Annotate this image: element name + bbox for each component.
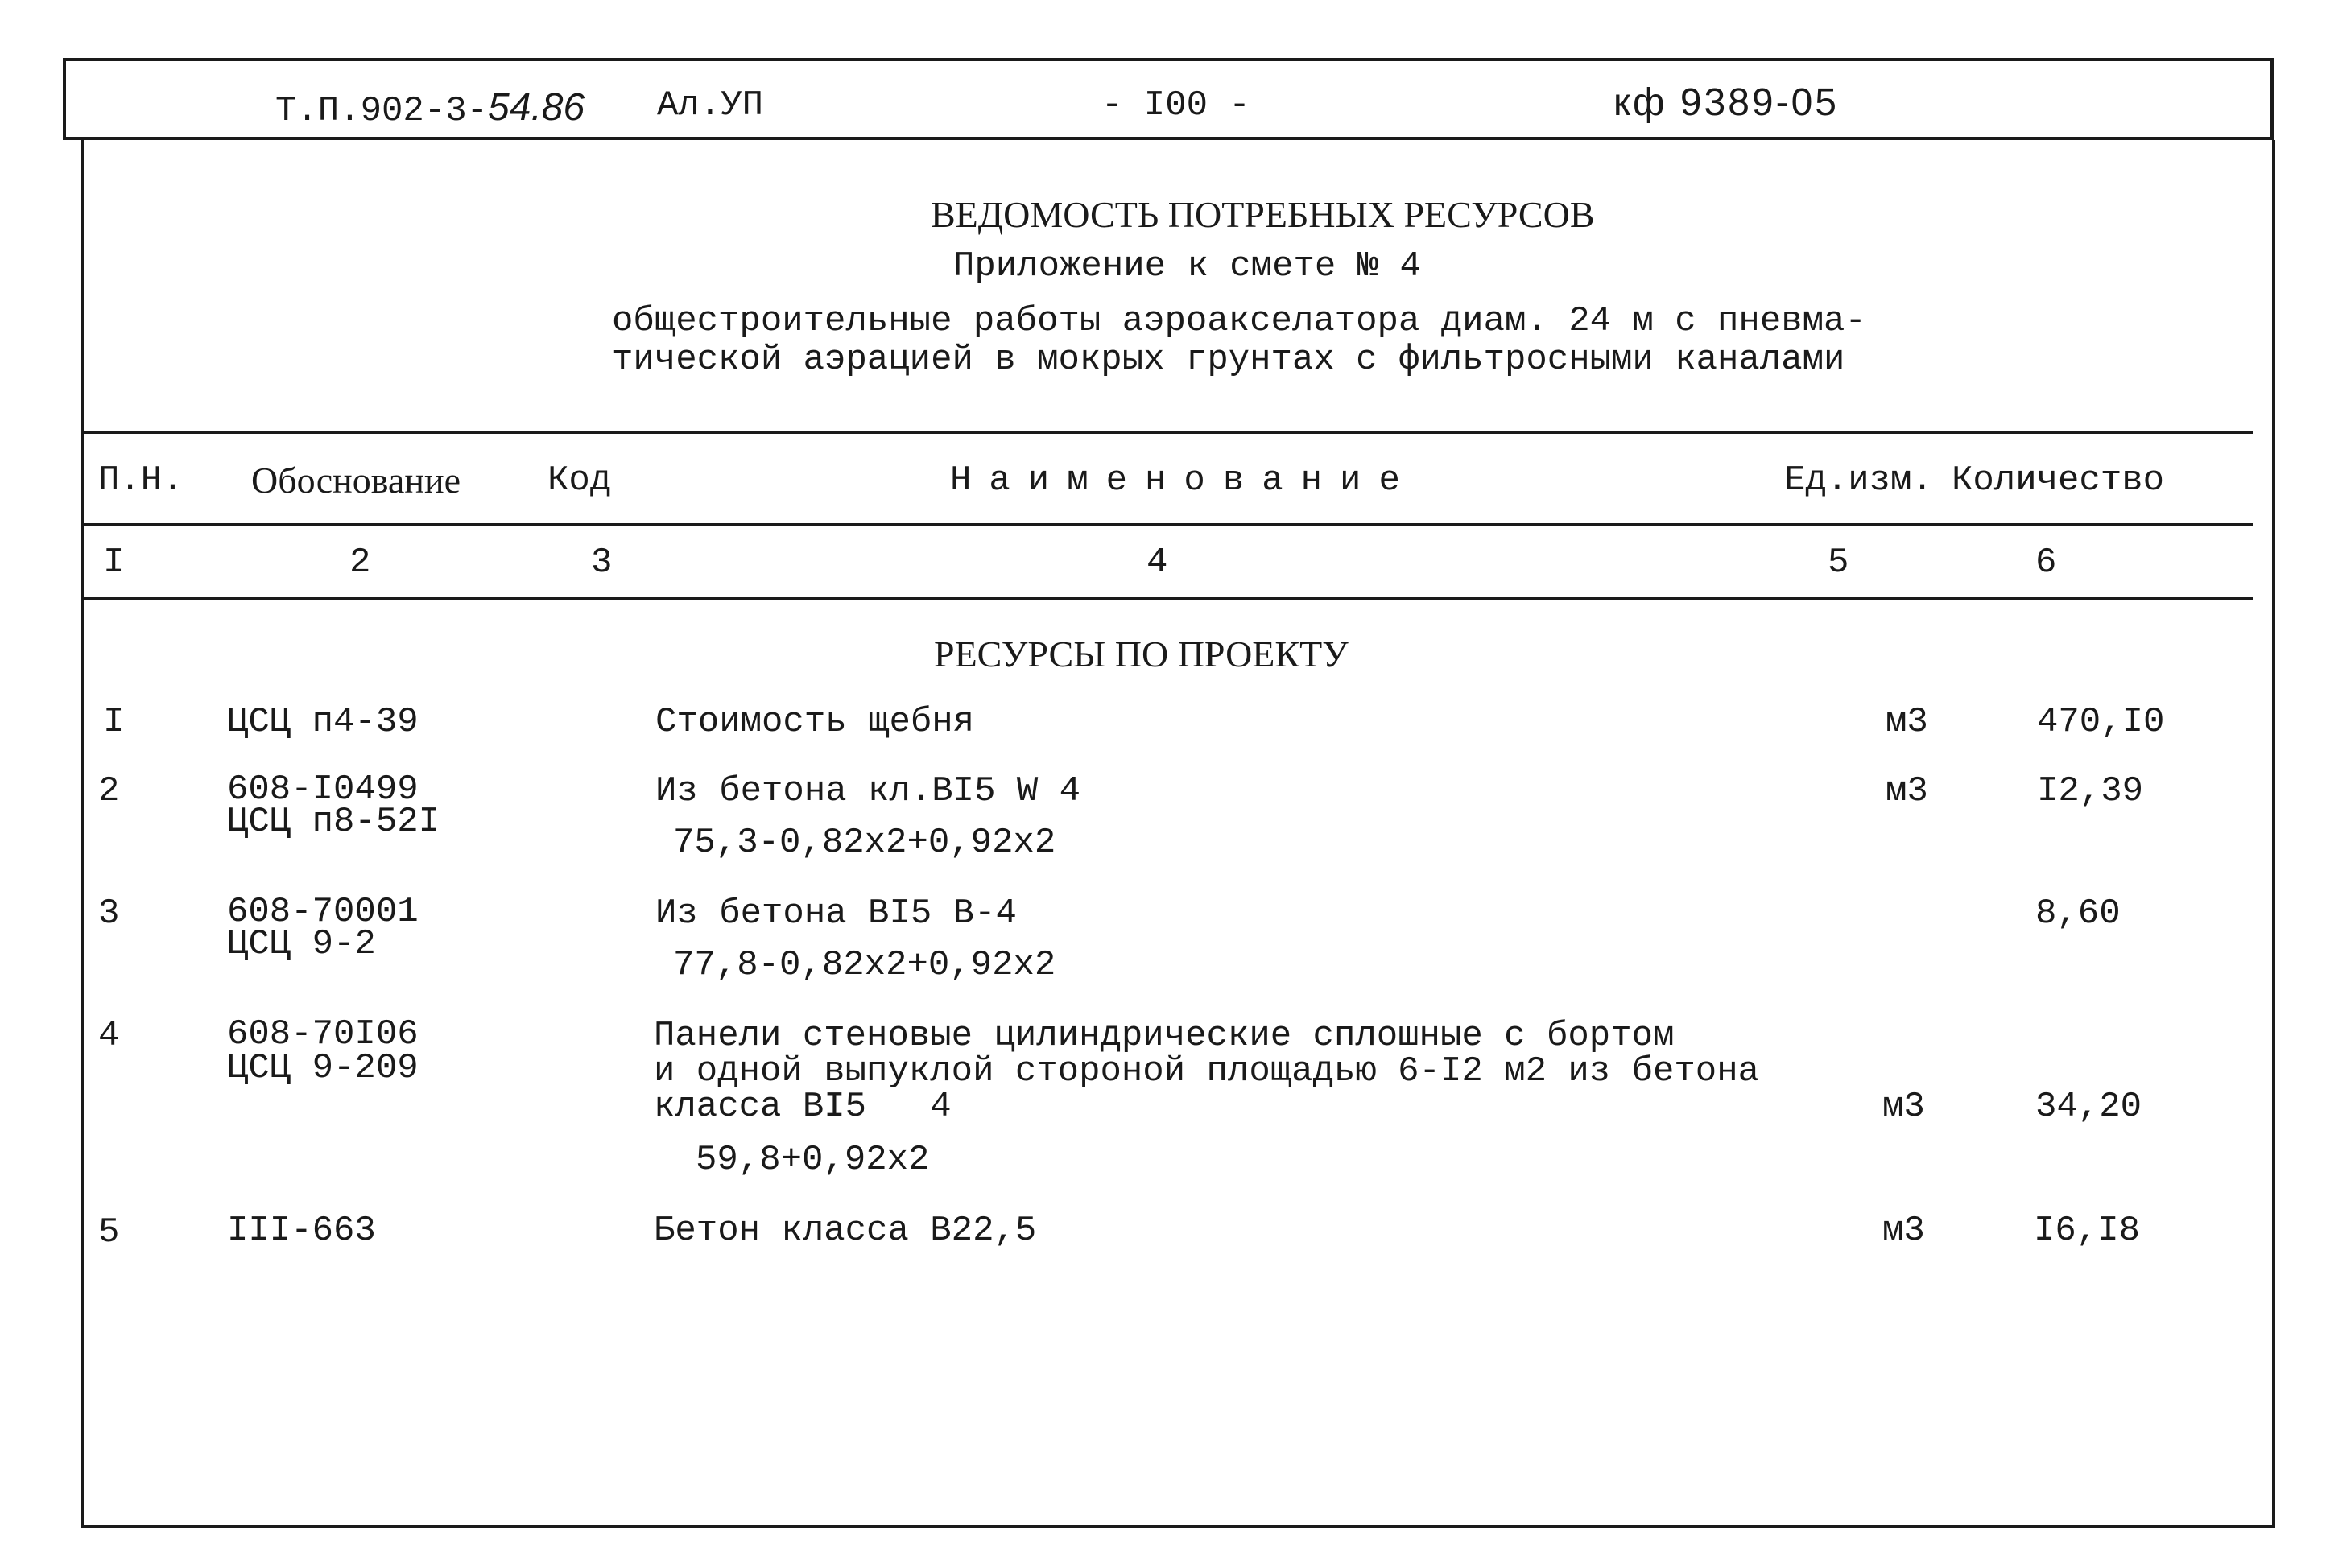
row-unit: м3 [1886,702,1928,742]
row-basis: III-663 [227,1211,376,1251]
row-quantity: 8,60 [2035,893,2121,934]
doc-code [275,85,585,131]
doc-code-handwritten: 54.86 [488,86,585,129]
row-unit: м3 [1882,1087,1925,1127]
row-name: Бетон класса В22,5 [654,1211,1037,1251]
column-number-5: 5 [1828,543,1849,583]
row-basis: 608-I0499 [227,770,419,810]
row-number: 3 [98,893,120,934]
header-code: Код [547,460,612,501]
document-title: ВЕДОМОСТЬ ПОТРЕБНЫХ РЕСУРСОВ [931,194,1595,235]
row-basis-secondary: ЦСЦ п8-52I [227,802,440,842]
column-number-2: 2 [349,543,371,583]
header-basis: Обоснование [251,460,461,501]
row-quantity: 470,I0 [2037,702,2165,742]
column-number-6: 6 [2035,543,2057,583]
row-basis-secondary: ЦСЦ 9-209 [227,1048,419,1088]
registration-number: кф 9389-05 [1613,81,1839,124]
album-label: Ал.УП [657,85,764,126]
row-basis: ЦСЦ п4-39 [227,702,419,742]
row-quantity: I2,39 [2037,771,2144,811]
row-name: Стоимость щебня [655,702,975,742]
header-rule [81,523,2253,526]
appendix-subtitle: Приложение к смете № 4 [953,246,1421,287]
column-number-rule [81,597,2253,600]
header-item-number: П.Н. [98,460,184,501]
doc-code-typed: Т.П.902-3- [275,91,489,131]
column-number-3: 3 [591,543,613,583]
row-name: Панели стеновые цилиндрические сплошные с бортом [654,1016,1675,1056]
row-formula: 59,8+0,92х2 [696,1140,930,1180]
row-quantity: 34,20 [2035,1087,2142,1127]
header-name: Наименование [950,460,1418,501]
row-name: Из бетона кл.BI5 W 4 [655,771,1081,811]
row-name-line2: и одной выпуклой стороной площадью 6-I2 м2 из бетона [654,1051,1760,1091]
row-number: I [103,702,125,742]
header-quantity: Количество [1952,460,2165,501]
row-quantity: I6,I8 [2034,1211,2141,1251]
row-unit: м3 [1886,771,1928,811]
row-formula: 77,8-0,82х2+0,92х2 [673,945,1056,985]
row-unit: м3 [1882,1211,1925,1251]
row-number: 5 [98,1212,120,1252]
column-number-1: I [103,543,125,583]
table-top-rule [81,431,2253,434]
row-name-line3: класса BI5 4 [654,1087,952,1127]
row-number: 4 [98,1016,120,1056]
row-basis: 608-70I06 [227,1014,419,1054]
row-formula: 75,3-0,82х2+0,92х2 [673,823,1056,863]
page-number: - I00 - [1101,85,1250,126]
header-unit: Ед.изм. [1784,460,1933,501]
column-number-4: 4 [1146,543,1168,583]
row-name: Из бетона BI5 В-4 [655,893,1017,934]
row-number: 2 [98,771,120,811]
work-description-line2: тической аэрацией в мокрых грунтах с фильтросными каналами [612,340,1845,380]
row-basis: 608-70001 [227,892,419,932]
row-basis-secondary: ЦСЦ 9-2 [227,924,376,964]
section-title: РЕСУРСЫ ПО ПРОЕКТУ [934,633,1349,675]
work-description-line1: общестроительные работы аэроакселатора диам. 24 м с пневма- [612,301,1866,341]
